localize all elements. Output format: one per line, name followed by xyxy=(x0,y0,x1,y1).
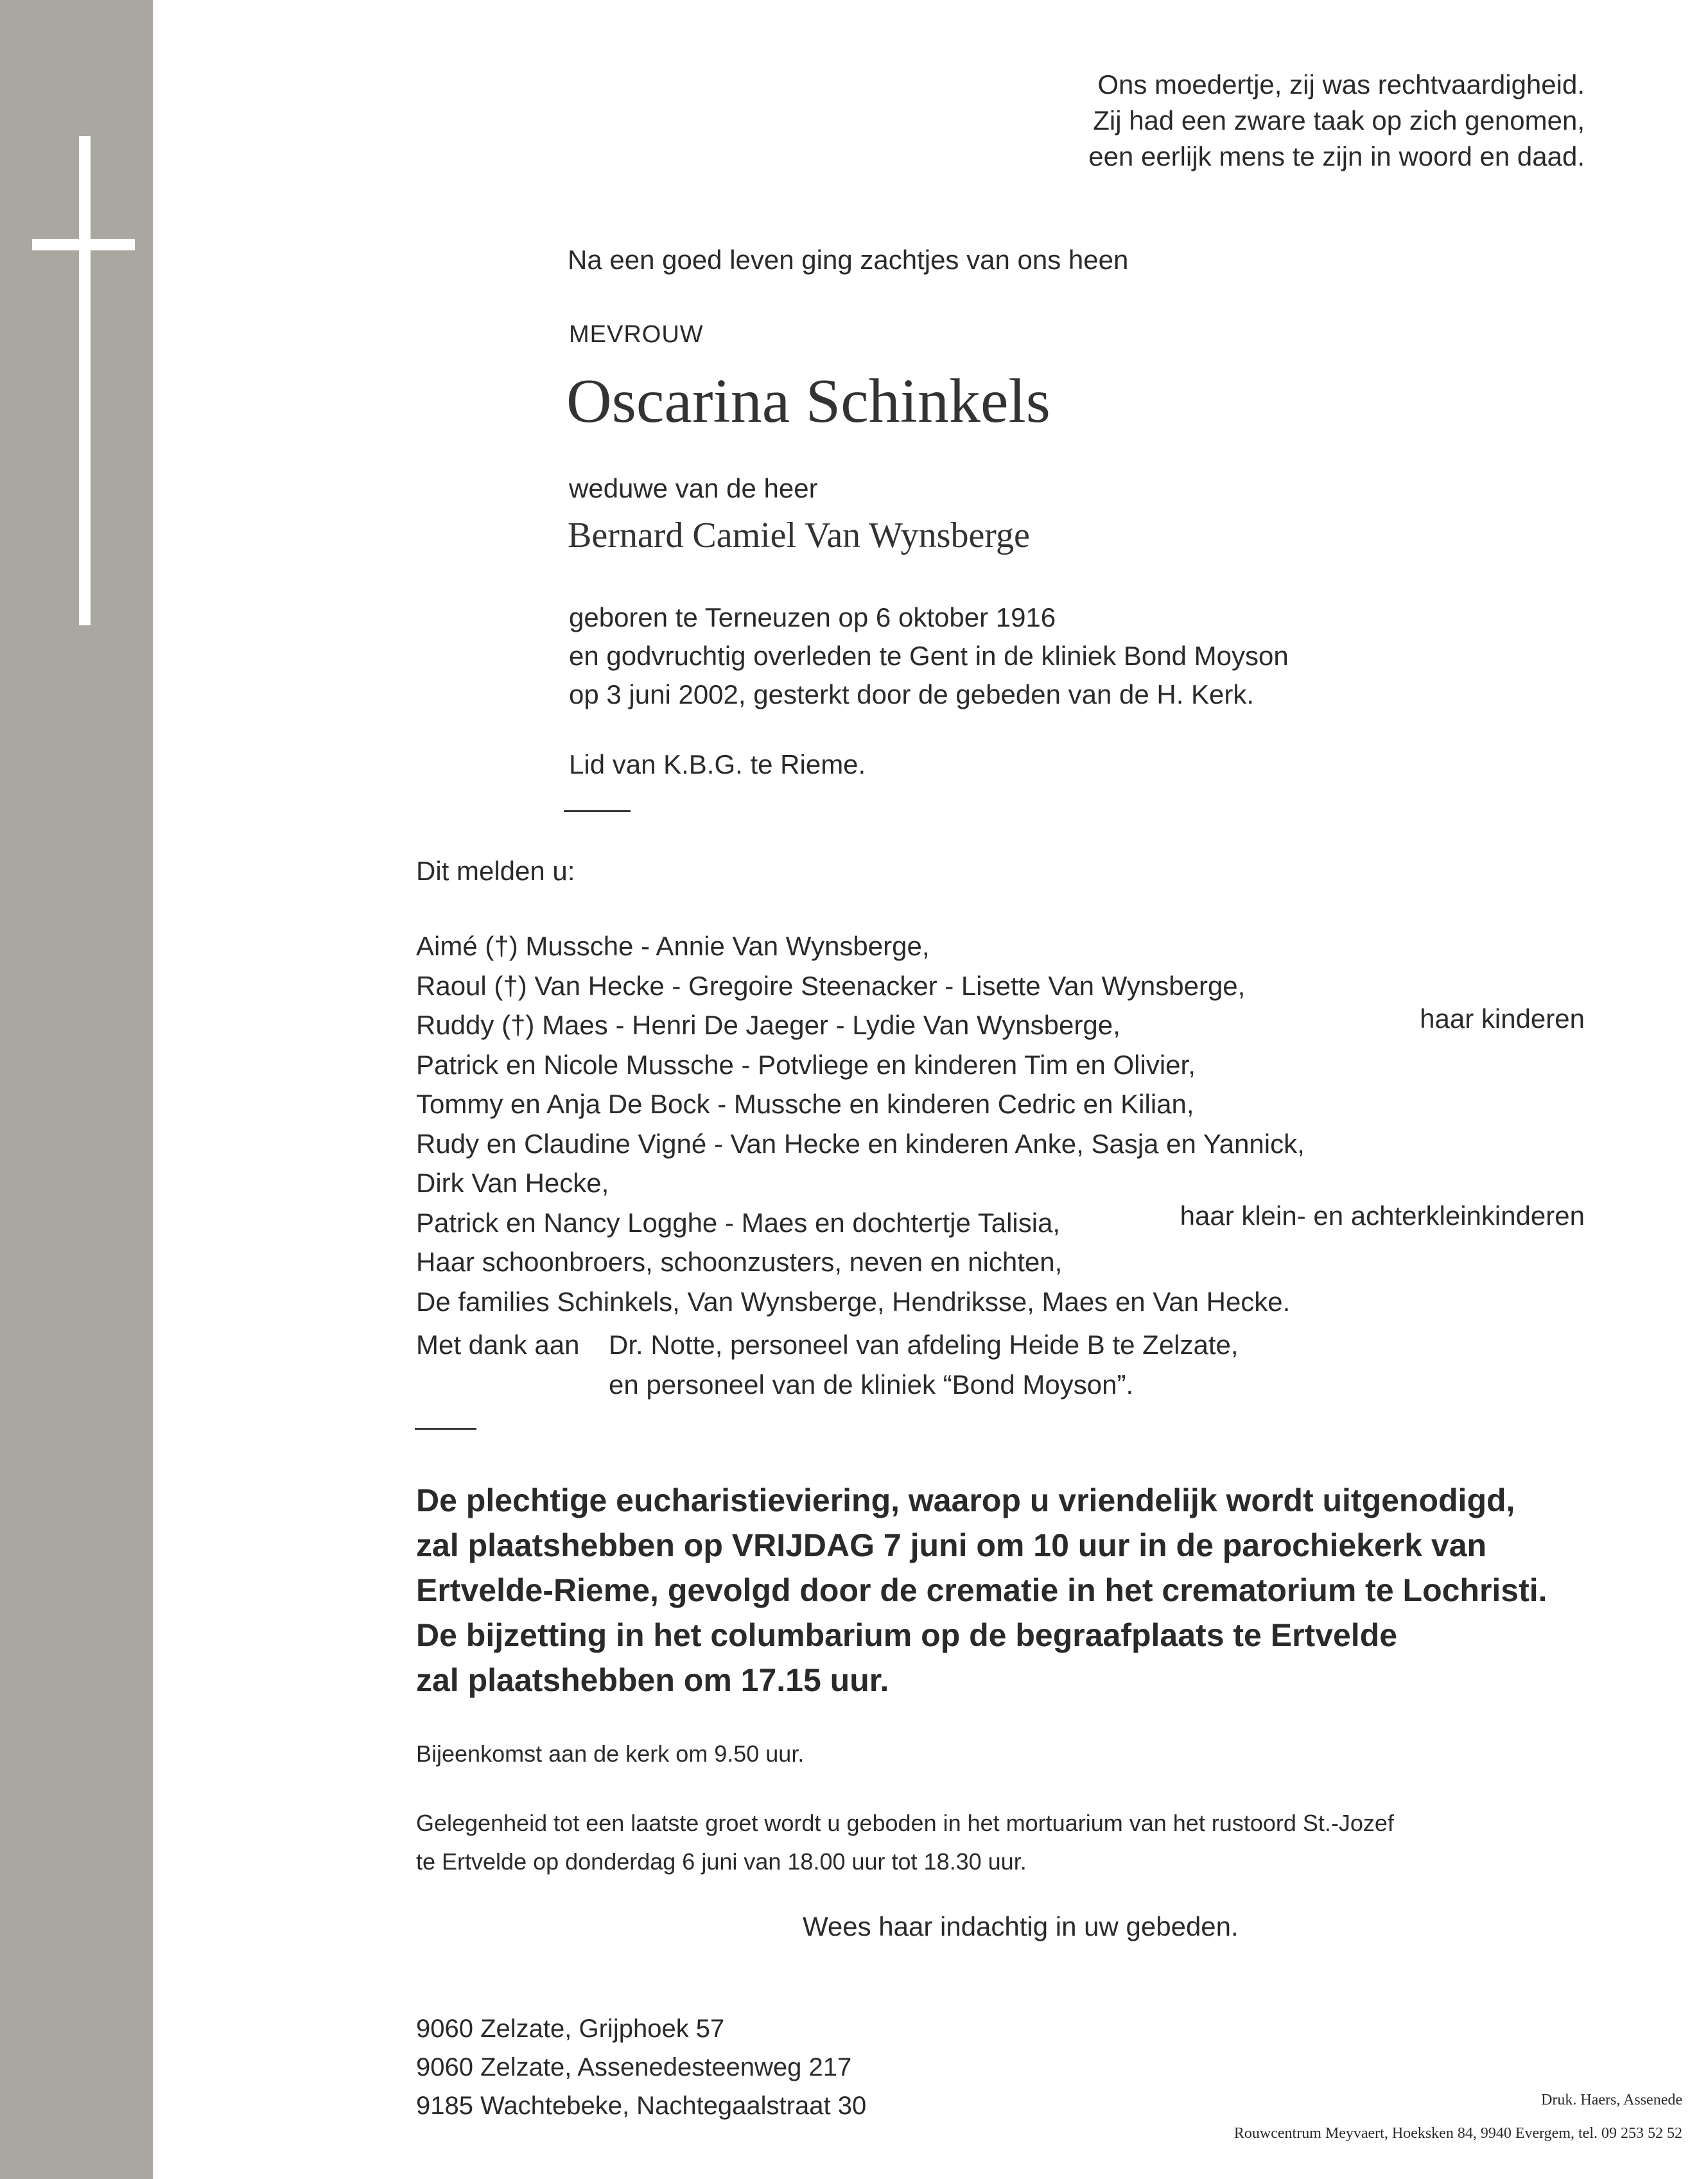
ceremony-line: De bijzetting in het columbarium op de begraafplaats te Ertvelde xyxy=(416,1617,1398,1653)
grey-side-band xyxy=(0,0,153,2179)
grandchildren-label: haar klein- en achterkleinkinderen xyxy=(1180,1201,1585,1231)
children-label: haar kinderen xyxy=(1420,1003,1585,1034)
family-line: Ruddy (†) Maes - Henri De Jaeger - Lydie Van Wynsberge, xyxy=(416,1010,1120,1040)
quote-line: Zij had een zware taak op zich genomen, xyxy=(1093,105,1585,135)
quote-line: Ons moedertje, zij was rechtvaardigheid. xyxy=(1097,69,1585,100)
family-line: De families Schinkels, Van Wynsberge, Hendriksse, Maes en Van Hecke. xyxy=(416,1286,1291,1317)
thanks-line: en personeel van de kliniek “Bond Moyson”. xyxy=(609,1369,1134,1400)
announce-text: Dit melden u: xyxy=(416,856,575,886)
title-mevrouw: MEVROUW xyxy=(569,321,704,348)
address-line: 9185 Wachtebeke, Nachtegaalstraat 30 xyxy=(416,2092,867,2120)
family-line: Dirk Van Hecke, xyxy=(416,1168,609,1198)
cross-icon-vertical xyxy=(79,136,91,625)
ceremony-line: Ertvelde-Rieme, gevolgd door de crematie in het crematorium te Lochristi. xyxy=(416,1572,1547,1608)
widow-of-text: weduwe van de heer xyxy=(569,473,818,503)
membership-text: Lid van K.B.G. te Rieme. xyxy=(569,749,866,779)
quote-line: een eerlijk mens te zijn in woord en daad. xyxy=(1088,141,1585,171)
thanks-lead: Met dank aan xyxy=(416,1330,580,1360)
family-line: Aimé (†) Mussche - Annie Van Wynsberge, xyxy=(416,931,930,961)
life-details xyxy=(569,598,1289,714)
intro-text: Na een goed leven ging zachtjes van ons heen xyxy=(568,245,1129,275)
family-line: Haar schoonbroers, schoonzusters, neven en nichten, xyxy=(416,1247,1063,1277)
gathering-line: Bijeenkomst aan de kerk om 9.50 uur. xyxy=(416,1741,805,1767)
address-line: 9060 Zelzate, Assenedesteenweg 217 xyxy=(416,2053,852,2081)
cross-icon-horizontal xyxy=(32,239,135,250)
ceremony-line: De plechtige eucharistieviering, waarop u vriendelijk wordt uitgenodigd, xyxy=(416,1482,1515,1518)
family-list xyxy=(416,926,1305,1321)
farewell-line: Gelegenheid tot een laatste groet wordt u geboden in het mortuarium van het rustoord St.-Jozef xyxy=(416,1810,1394,1836)
remember-text: Wees haar indachtig in uw gebeden. xyxy=(803,1911,1239,1941)
family-line: Patrick en Nicole Mussche - Potvliege en kinderen Tim en Olivier, xyxy=(416,1049,1196,1080)
family-line: Rudy en Claudine Vigné - Van Hecke en kinderen Anke, Sasja en Yannick, xyxy=(416,1128,1305,1159)
family-line: Patrick en Nancy Logghe - Maes en dochtertje Talisia, xyxy=(416,1207,1061,1238)
ceremony-text xyxy=(416,1478,1547,1703)
life-line: op 3 juni 2002, gesterkt door de gebeden van de H. Kerk. xyxy=(569,679,1255,709)
address-list xyxy=(416,2010,866,2125)
life-line: en godvruchtig overleden te Gent in de kliniek Bond Moyson xyxy=(569,641,1289,671)
farewell-text xyxy=(416,1804,1394,1881)
farewell-line: te Ertvelde op donderdag 6 juni van 18.00 uur tot 18.30 uur. xyxy=(416,1848,1027,1875)
husband-name: Bernard Camiel Van Wynsberge xyxy=(568,516,1030,555)
family-line: Tommy en Anja De Bock - Mussche en kinderen Cedric en Kilian, xyxy=(416,1089,1194,1119)
opening-quote xyxy=(1088,67,1585,175)
printer-credit: Druk. Haers, Assenede xyxy=(1541,2092,1682,2108)
thanks-line: Dr. Notte, personeel van afdeling Heide B te Zelzate, xyxy=(609,1330,1239,1360)
deceased-name: Oscarina Schinkels xyxy=(566,367,1050,436)
divider xyxy=(415,1428,476,1430)
life-line: geboren te Terneuzen op 6 oktober 1916 xyxy=(569,602,1056,632)
ceremony-line: zal plaatshebben om 17.15 uur. xyxy=(416,1662,889,1698)
funeral-home-credit: Rouwcentrum Meyvaert, Hoeksken 84, 9940 Evergem, tel. 09 253 52 52 xyxy=(1233,2125,1682,2142)
address-line: 9060 Zelzate, Grijphoek 57 xyxy=(416,2015,725,2043)
ceremony-line: zal plaatshebben op VRIJDAG 7 juni om 10 uur in de parochiekerk van xyxy=(416,1527,1487,1563)
divider xyxy=(564,810,631,812)
gathering-text xyxy=(416,1735,804,1773)
family-line: Raoul (†) Van Hecke - Gregoire Steenacker - Lisette Van Wynsberge, xyxy=(416,970,1246,1001)
